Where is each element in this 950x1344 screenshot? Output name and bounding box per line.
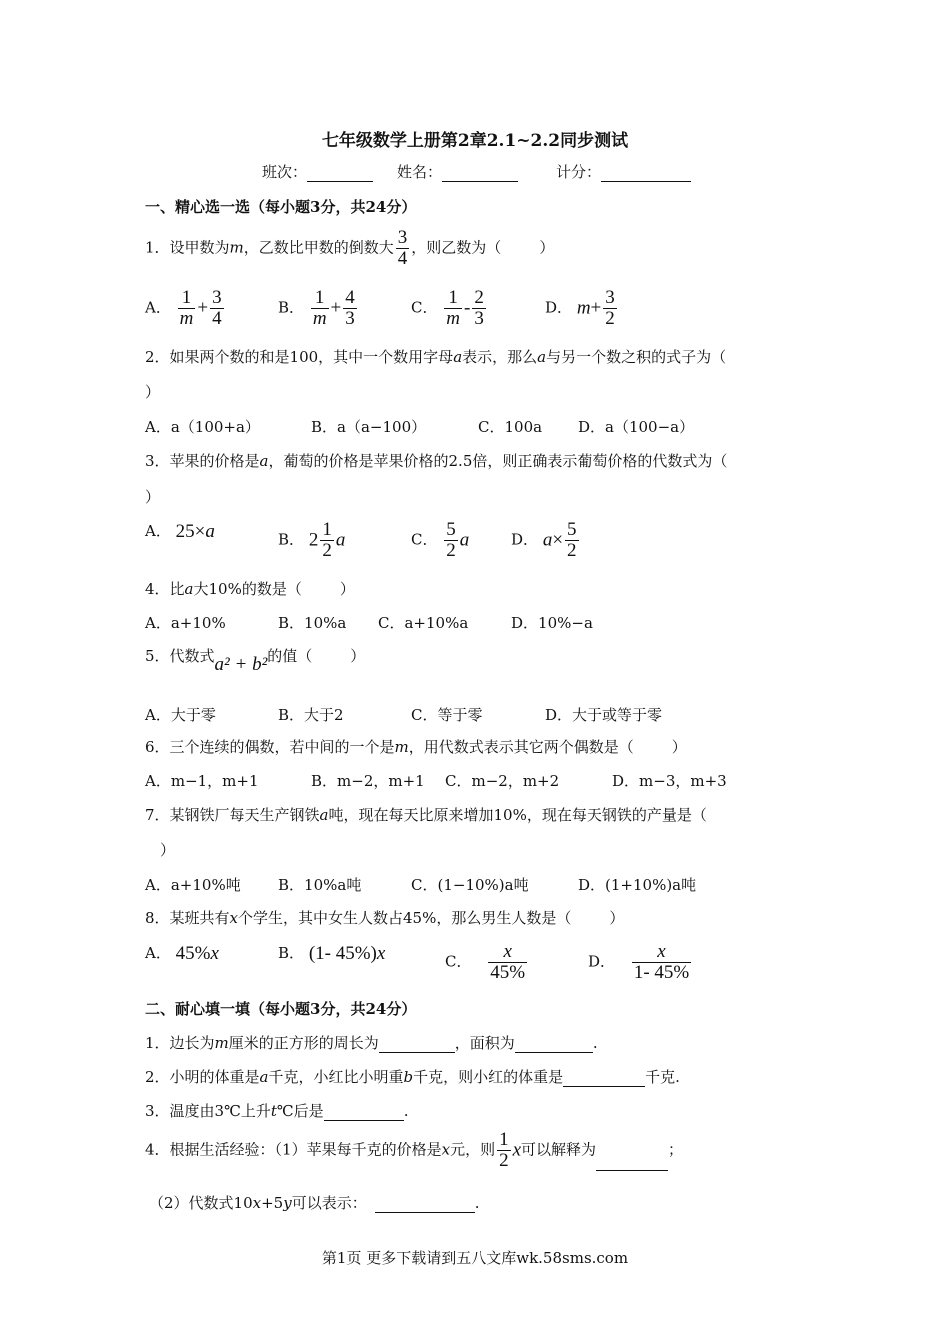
q5-text-end: ） [350, 647, 366, 665]
section2-heading: 二、耐心填一填（每小题3分，共24分） [145, 1000, 417, 1018]
option-text: a（a−100） [337, 418, 427, 436]
option-label: C． [411, 876, 438, 894]
operator: - [464, 297, 471, 319]
q3-option-a[interactable] [145, 520, 215, 543]
fill4b-text-mid: 可以表示： [291, 1194, 367, 1212]
page-title: 七年级数学上册第2章2.1~2.2同步测试 [321, 131, 629, 151]
q4-stem [145, 578, 355, 599]
option-label: D． [511, 530, 539, 549]
q7-option-d[interactable] [578, 874, 696, 895]
frac-den: 4 [212, 307, 222, 329]
option-text: (1+10%)a吨 [605, 876, 697, 894]
var: a [335, 529, 346, 551]
q4-var: a [184, 580, 194, 598]
q2-text-mid: 表示，那么 [462, 348, 538, 366]
option-expr: 45% [175, 943, 211, 964]
fill3-var: t [270, 1102, 277, 1120]
q7-text-post: 吨，现在每天比原来增加10%，现在每天钢铁的产量是（ [328, 806, 707, 824]
q8-text-end: ） [609, 909, 625, 927]
q5-stem [145, 645, 366, 675]
q7-var: a [319, 806, 329, 824]
option-label: C． [411, 298, 438, 317]
option-label: A． [145, 876, 171, 894]
frac-num: 1 [448, 287, 458, 308]
q3-var: a [259, 452, 269, 470]
q3-option-b[interactable] [278, 520, 345, 561]
fill4-blank-1[interactable] [596, 1156, 668, 1171]
option-label: B． [278, 530, 305, 549]
option-label: C． [411, 530, 438, 549]
frac-num: 2 [474, 287, 484, 308]
q4-option-d[interactable] [511, 612, 593, 633]
fill4 [145, 1130, 683, 1171]
name-field [397, 161, 518, 182]
option-label: B． [278, 944, 305, 962]
option-text: 大于或等于零 [572, 706, 663, 724]
fill4-text-end: ； [668, 1140, 684, 1159]
q5-option-c[interactable] [411, 704, 483, 725]
fill2-blank[interactable] [563, 1072, 645, 1087]
q6-option-a[interactable] [145, 770, 259, 791]
q5-text: 5．代数式 [145, 647, 215, 665]
frac-den: m [446, 307, 460, 329]
q3-option-d[interactable] [511, 520, 581, 561]
score-blank[interactable] [601, 167, 691, 182]
q5-option-d[interactable] [545, 704, 662, 725]
q1-option-a[interactable] [145, 288, 226, 329]
q3-text-post: ，葡萄的价格是苹果价格的2.5倍，则正确表示葡萄价格的代数式为（ [268, 452, 728, 470]
option-label: B． [311, 772, 338, 790]
var: x [210, 943, 219, 964]
option-text: m−1，m+1 [170, 772, 259, 790]
option-expr: 25× [175, 521, 206, 542]
option-label: D． [612, 772, 640, 790]
q4-option-b[interactable] [278, 612, 346, 633]
option-text: (1−10%)a吨 [437, 876, 529, 894]
q6-option-d[interactable] [612, 770, 727, 791]
fill2-var-a: a [259, 1068, 269, 1086]
q2-var: a [453, 348, 463, 366]
fill4b-text-end: . [474, 1194, 480, 1212]
q6-option-b[interactable] [311, 770, 425, 791]
fill1-text-mid: 厘米的正方形的周长为 [228, 1034, 379, 1052]
frac-den: 1- 45% [633, 961, 690, 983]
fill3-text: 3．温度由3℃上升 [145, 1102, 271, 1120]
fill4b-blank[interactable] [375, 1198, 475, 1213]
q1-option-c[interactable] [411, 288, 488, 329]
frac-den: 3 [474, 307, 484, 329]
option-text: 10%−a [538, 614, 593, 632]
q1-text-mid: ，乙数比甲数的倒数大 [243, 238, 394, 257]
q3-stem [145, 450, 727, 471]
q7-text: 7．某钢铁厂每天生产钢铁 [145, 806, 320, 824]
q1-text-post: ，则乙数为（ [411, 238, 502, 257]
option-text: m−2，m+2 [471, 772, 560, 790]
option-label: D． [545, 298, 573, 317]
score-field [556, 161, 691, 182]
option-label: B． [278, 876, 305, 894]
q6-text: 6．三个连续的偶数，若中间的一个是 [145, 738, 395, 756]
q7-option-a[interactable] [145, 874, 241, 895]
q8-option-b[interactable] [278, 942, 385, 965]
q3-stem-end[interactable]: ） [145, 488, 161, 506]
frac-num: 4 [345, 287, 355, 308]
q2-text: 2．如果两个数的和是100，其中一个数用字母 [145, 348, 454, 366]
q8-option-d[interactable] [588, 942, 693, 983]
q2-option-a[interactable] [145, 416, 260, 437]
frac-den: 2 [605, 307, 615, 329]
q4-text: 4．比 [145, 580, 185, 598]
frac-den: 2 [322, 539, 332, 561]
option-label: D． [545, 706, 573, 724]
fill4b-var-x: x [252, 1194, 262, 1212]
option-label: C． [478, 418, 505, 436]
q7-stem-end[interactable]: ） [160, 841, 176, 859]
option-label: B． [311, 418, 338, 436]
q2-stem [145, 346, 726, 367]
q1-frac-num: 3 [397, 227, 408, 248]
var: x [376, 943, 386, 964]
option-text: 大于2 [304, 706, 344, 724]
fill1-blank-area[interactable] [515, 1038, 593, 1053]
q1-stem [145, 228, 554, 269]
operator: + [330, 297, 342, 319]
option-text: a（100−a） [605, 418, 695, 436]
q6-option-c[interactable] [445, 770, 559, 791]
frac-num: x [503, 941, 512, 962]
fill1-blank-perimeter[interactable] [379, 1038, 455, 1053]
fill2 [145, 1066, 680, 1087]
frac-num: 1 [181, 287, 192, 308]
page-footer: 第1页 更多下载请到五八文库wk.58sms.com [321, 1249, 629, 1267]
fill4-var: x [441, 1140, 451, 1159]
frac-num: 1 [499, 1129, 509, 1150]
option-text: a+10%吨 [170, 876, 241, 894]
fill1 [145, 1032, 598, 1053]
q6-var: m [394, 738, 409, 756]
frac-num: 1 [314, 287, 325, 308]
fill4b-plus: +5 [261, 1194, 284, 1212]
option-label: A． [145, 706, 171, 724]
q1-fraction [396, 228, 410, 269]
fill1-text-end: . [592, 1034, 598, 1052]
var: a [459, 529, 470, 551]
frac-num: x [657, 941, 666, 962]
fill4b-text: （2）代数式10 [149, 1194, 253, 1212]
fill2-text-mid2: 千克，则小红的体重是 [413, 1068, 564, 1086]
class-blank[interactable] [307, 167, 373, 182]
fill3-blank[interactable] [324, 1106, 404, 1121]
option-label: B． [278, 614, 305, 632]
fill2-text-mid: 千克，小红比小明重 [268, 1068, 404, 1086]
frac-num: 5 [567, 519, 577, 540]
q5-option-b[interactable] [278, 704, 344, 725]
q7-stem [145, 804, 707, 825]
q8-option-c[interactable] [445, 942, 529, 983]
option-text: 100a [504, 418, 543, 436]
option-label: A． [145, 522, 171, 540]
frac-den: 2 [446, 539, 456, 561]
q8-text-post: 个学生，其中女生人数占45%，那么男生人数是（ [238, 909, 572, 927]
option-text: m−2，m+1 [337, 772, 425, 790]
q2-text-post: 与另一个数之积的式子为（ [546, 348, 727, 366]
option-label: B． [278, 298, 305, 317]
score-label: 计分： [556, 163, 602, 181]
fill4b-var-y: y [283, 1194, 292, 1212]
option-text: 10%a吨 [304, 876, 362, 894]
q1-option-d[interactable] [545, 288, 619, 329]
fill3-text-end: . [403, 1102, 409, 1120]
q6-text-end: ） [671, 738, 687, 756]
fill1-text: 1．边长为 [145, 1034, 215, 1052]
frac-den: 2 [567, 539, 577, 561]
fill2-var-b: b [403, 1068, 414, 1086]
option-label: A． [145, 772, 171, 790]
fill4-text: 4．根据生活经验：（1）苹果每千克的价格是 [145, 1140, 442, 1159]
frac-num: 3 [605, 287, 615, 308]
q7-option-c[interactable] [411, 874, 529, 895]
name-label: 姓名： [397, 163, 443, 181]
q1-text: 1．设甲数为 [145, 238, 230, 257]
frac-den: 3 [345, 307, 355, 329]
frac-den: m [179, 307, 194, 329]
q1-var: m [229, 238, 244, 257]
class-field [262, 161, 373, 182]
option-label: D． [578, 876, 606, 894]
option-text: a+10%a [404, 614, 469, 632]
option-label: A． [145, 944, 171, 962]
option-expr: (1- 45%) [308, 943, 377, 964]
fill2-text-end: 千克. [645, 1068, 680, 1086]
var: m [576, 297, 591, 319]
fill1-var: m [214, 1034, 229, 1052]
name-blank[interactable] [442, 167, 518, 182]
q2-option-c[interactable] [478, 416, 542, 437]
frac-num: 3 [212, 287, 222, 308]
q2-stem-end[interactable]: ） [145, 383, 161, 401]
option-text: a（100+a） [170, 418, 260, 436]
operator: + [197, 297, 209, 319]
option-text: m−3，m+3 [639, 772, 727, 790]
q4-option-c[interactable] [378, 612, 468, 633]
frac-den: 2 [499, 1149, 509, 1171]
q3-option-c[interactable] [411, 520, 469, 561]
operator: × [552, 529, 564, 551]
q6-stem [145, 736, 687, 757]
option-label: D． [588, 952, 616, 971]
option-label: C． [445, 772, 472, 790]
q5-option-a[interactable] [145, 704, 216, 725]
fill3-text-mid: ℃后是 [276, 1102, 324, 1120]
section1-heading: 一、精心选一选（每小题3分，共24分） [145, 198, 417, 216]
q2-option-b[interactable] [311, 416, 426, 437]
option-label: A． [145, 418, 171, 436]
q1-text-end: ） [539, 238, 555, 257]
q4-option-a[interactable] [145, 612, 226, 633]
q8-var: x [229, 909, 239, 927]
q4-text-post: 大10%的数是（ [193, 580, 302, 598]
var: a [542, 529, 553, 551]
option-text: 等于零 [437, 706, 483, 724]
var: a [205, 521, 215, 542]
q2-var2: a [537, 348, 547, 366]
q5-expression: a² + b² [214, 654, 268, 675]
frac-den: 45% [490, 961, 526, 983]
fill4-text-mid2: 可以解释为 [521, 1140, 597, 1159]
q2-option-d[interactable] [578, 416, 694, 437]
option-label: D． [578, 418, 606, 436]
fill2-text: 2．小明的体重是 [145, 1068, 260, 1086]
q8-stem [145, 907, 624, 928]
q8-text: 8．某班共有 [145, 909, 230, 927]
frac-num: 1 [322, 519, 332, 540]
class-label: 班次： [262, 163, 308, 181]
option-label: C． [411, 706, 438, 724]
fill4-text-mid: 元，则 [450, 1140, 496, 1159]
whole-number: 2 [308, 529, 319, 551]
fill3 [145, 1100, 408, 1121]
option-text: 大于零 [170, 706, 216, 724]
frac-num: 5 [446, 519, 456, 540]
option-label: B． [278, 706, 305, 724]
fill1-text-mid2: ，面积为 [454, 1034, 515, 1052]
option-label: D． [511, 614, 539, 632]
q7-option-b[interactable] [278, 874, 361, 895]
option-label: C． [378, 614, 405, 632]
option-label: A． [145, 614, 171, 632]
q4-text-end: ） [339, 580, 355, 598]
frac-den: m [312, 307, 327, 329]
q1-option-b[interactable] [278, 288, 359, 329]
option-text: a+10% [170, 614, 226, 632]
q6-text-post: ，用代数式表示其它两个偶数是（ [408, 738, 634, 756]
option-label: A． [145, 298, 171, 317]
option-text: 10%a [304, 614, 347, 632]
operator: + [590, 297, 602, 319]
q3-text: 3．苹果的价格是 [145, 452, 260, 470]
q1-frac-den: 4 [397, 247, 408, 269]
q8-option-a[interactable] [145, 942, 219, 965]
q5-text-post: 的值（ [267, 647, 313, 665]
option-label: C． [445, 952, 472, 971]
fill4-var2: x [512, 1139, 522, 1161]
fill4b [149, 1192, 480, 1213]
